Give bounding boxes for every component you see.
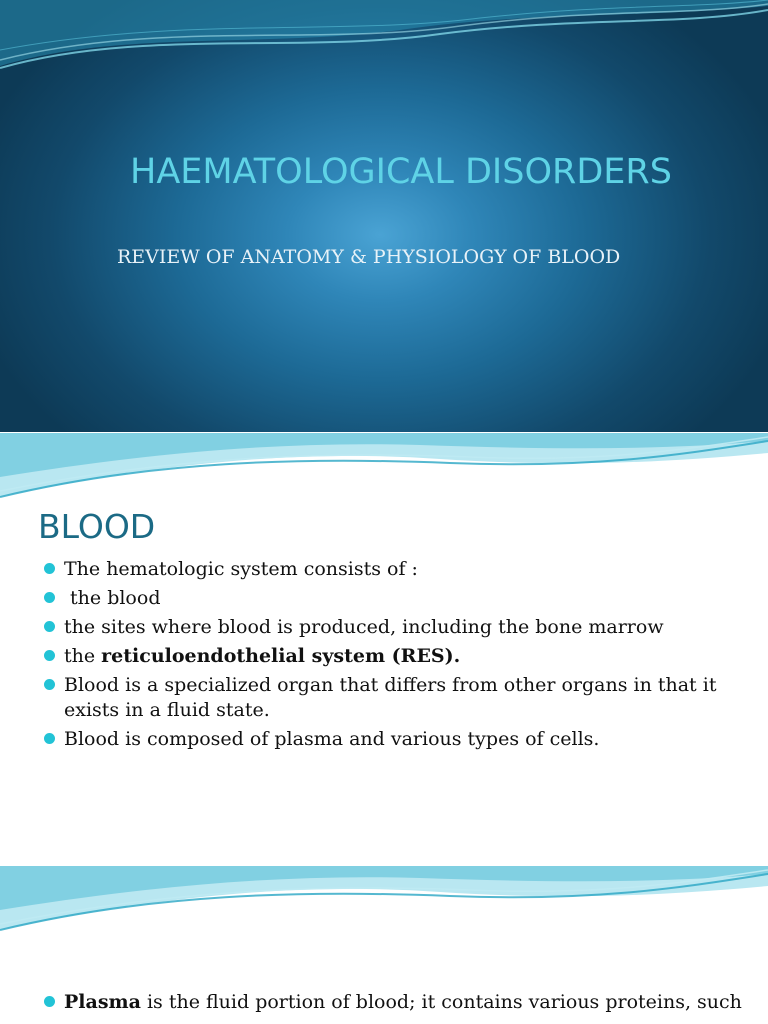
content-slide-plasma bbox=[0, 866, 768, 1024]
bullet-list bbox=[44, 990, 759, 1015]
list-item bbox=[44, 615, 759, 640]
list-item bbox=[44, 586, 759, 611]
slide-subtitle: REVIEW OF ANATOMY & PHYSIOLOGY OF BLOOD bbox=[117, 246, 621, 268]
bullet-text: is the fluid portion of blood; it contains various proteins, such bbox=[140, 991, 742, 1013]
bullet-text: the sites where blood is produced, including the bone marrow bbox=[64, 616, 664, 638]
bullet-text-prefix: the bbox=[64, 645, 102, 667]
bullet-text: the blood bbox=[64, 587, 161, 609]
bullet-dot-icon bbox=[44, 679, 55, 690]
bullet-dot-icon bbox=[44, 621, 55, 632]
bullet-text: Blood is composed of plasma and various types of cells. bbox=[64, 728, 600, 750]
bullet-text-bold: Plasma bbox=[64, 991, 141, 1013]
wave-decoration bbox=[0, 433, 768, 503]
wave-decoration bbox=[0, 0, 768, 80]
list-item bbox=[44, 673, 759, 723]
list-item bbox=[44, 990, 759, 1015]
bullet-dot-icon bbox=[44, 733, 55, 744]
bullet-text-bold: reticuloendothelial system (RES). bbox=[101, 645, 461, 667]
content-slide-blood bbox=[0, 433, 768, 865]
list-item bbox=[44, 644, 759, 669]
slide-heading: BLOOD bbox=[38, 507, 156, 546]
bullet-text: Blood is a specialized organ that differs from other organs in that it exists in a fluid state. bbox=[64, 674, 717, 721]
wave-decoration bbox=[0, 866, 768, 936]
title-slide bbox=[0, 0, 768, 432]
bullet-text: The hematologic system consists of : bbox=[64, 558, 418, 580]
list-item bbox=[44, 727, 759, 752]
bullet-dot-icon bbox=[44, 563, 55, 574]
bullet-dot-icon bbox=[44, 592, 55, 603]
list-item bbox=[44, 557, 759, 582]
bullet-dot-icon bbox=[44, 650, 55, 661]
bullet-dot-icon bbox=[44, 996, 55, 1007]
bullet-list bbox=[44, 557, 759, 756]
slide-title: HAEMATOLOGICAL DISORDERS bbox=[130, 152, 672, 192]
